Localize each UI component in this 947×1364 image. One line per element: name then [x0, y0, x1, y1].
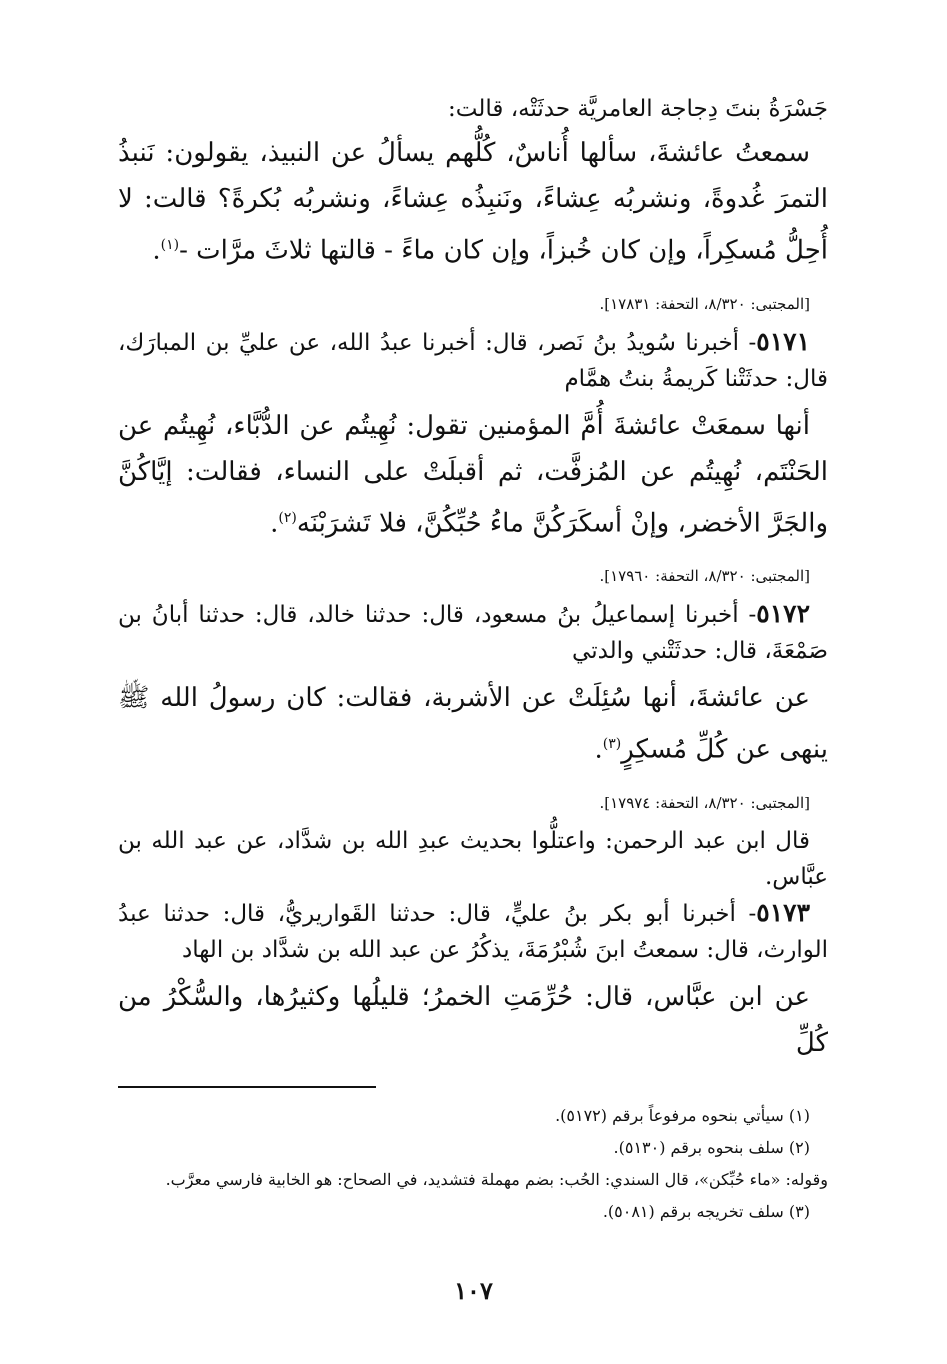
hadith-5173-text: عن ابن عبَّاس، قال: حُرِّمَتِ الخمرُ؛ قليلُها وكثيرُها، والسُّكْرُ من كُلِّ	[118, 981, 828, 1058]
footnote-1: (١) سيأتي بنحوه مرفوعاً برقم (٥١٧٢).	[555, 1105, 810, 1125]
hadith-5172-isnad	[118, 596, 828, 669]
hadith-5172-chain: - أخبرنا إسماعيلُ بنُ مسعود، قال: حدثنا خالد، قال: حدثنا أبانُ بن صَمْعَةَ، قال: حدثَتْني والدتي	[118, 602, 828, 665]
top-line: جَسْرَةُ بنتَ دِجاجة العامريَّة حدثَتْه، قالت:	[448, 96, 828, 122]
footnotes	[118, 1100, 828, 1228]
hadith-5171-chain: - أخبرنا سُويدُ بنُ نَصر، قال: أخبرنا عبدُ الله، عن عليِّ بن المبارَك، قال: حدثَتْنا كَريمةُ بنتُ همَّام	[118, 329, 828, 392]
hadith-5171-body: أنها سمعَتْ عائشةَ أُمَّ المؤمنين تقول: نُهِيتُم عن الدُّبَّاء، نُهِيتُم عن الحَنْتَم، نُهِيتُم عن المُزفَّت، ثم أقبلَتْ على النساء، فقالت: إيَّاكُنَّ والجَرَّ الأخضر، وإنْ أسكَرَكُنَّ ماءُ حُبِّكُنَّ، فلا تَشرَبْنَه	[118, 410, 828, 539]
hadith-5171-isnad	[118, 324, 828, 397]
hadith-5173-isnad	[118, 895, 828, 968]
reference-5171: [المجتبى: ٨/٣٢٠، التحفة: ١٧٩٦٠].	[599, 567, 810, 586]
footnote-3: (٣) سلف تخريجه برقم (٥٠٨١).	[602, 1201, 810, 1221]
hadith-5171-text: أنها سمعَتْ عائشةَ أُمَّ المؤمنين تقول: نُهِيتُم عن الدُّبَّاء، نُهِيتُم عن الحَنْتَم، نُهِيتُم عن المُزفَّت، ثم أقبلَتْ على النساء، فقالت: إيَّاكُنَّ والجَرَّ الأخضر، وإنْ أسكَرَكُنَّ ماءُ حُبِّكُنَّ، فلا تَشرَبْنَه$^{(٢)}$.	[118, 410, 828, 539]
hadith-number-5173: ٥١٧٣	[756, 897, 810, 927]
footnote-marker-2: (٢)	[278, 509, 297, 526]
footnote-separator	[118, 1086, 376, 1088]
page-body	[118, 92, 828, 1228]
footnote-marker-3: (٣)	[602, 736, 622, 753]
reference-5172: [المجتبى: ٨/٣٢٠، التحفة: ١٧٩٧٤].	[599, 793, 810, 812]
page-number: ١٠٧	[454, 1276, 493, 1305]
hadith-5170-text: سمعتُ عائشةَ، سألها أُناسٌ، كُلُّهم يسألُ عن النبيذ، يقولون: نَنبذُ التمرَ غُدوةً، ونشربُه عِشاءً، ونَنبِذُه عِشاءً، ونشربُه بُكرةً؟ قالت: لا أُحِلُّ مُسكِراً، وإن كان خُبزاً، وإن كان ماءً - قالتها ثلاثَ مرَّات -$^{(١)}$.	[118, 138, 828, 266]
author-comment: قال ابن عبد الرحمن: واعتلُّوا بحديث عبدِ الله بن شدَّاد، عن عبد الله بن عبَّاس.	[118, 827, 828, 890]
reference-5170: [المجتبى: ٨/٣٢٠، التحفة: ١٧٨٣١].	[599, 294, 810, 313]
footnote-2: (٢) سلف بنحوه برقم (٥١٣٠).	[613, 1137, 810, 1157]
hadith-number-5171: ٥١٧١	[756, 326, 810, 356]
hadith-5172-body: عن عائشةَ، أنها سُئِلَتْ عن الأشربة، فقالت: كان رسولُ الله ﷺ ينهى عن كُلِّ مُسكِرٍ	[118, 683, 828, 765]
hadith-number-5172: ٥١٧٢	[756, 599, 810, 629]
footnote-marker-1: (١)	[160, 237, 180, 253]
hadith-5173-chain: - أخبرنا أبو بكر بنُ عليٍّ، قال: حدثنا القَواريريُّ، قال: حدثنا عبدُ الوارث، قال: سمعتُ ابنَ شُبْرُمَةَ، يذكُرُ عن عبد الله بن شدَّاد بن الهاد	[118, 900, 828, 963]
hadith-5170-body: سمعتُ عائشةَ، سألها أُناسٌ، كُلُّهم يسألُ عن النبيذ، يقولون: نَنبذُ التمرَ غُدوةً، ونشربُه عِشاءً، ونَنبِذُه عِشاءً، ونشربُه بُكرةً؟ قالت: لا أُحِلُّ مُسكِراً، وإن كان خُبزاً، وإن كان ماءً - قالتها ثلاثَ مرَّات -	[118, 138, 828, 266]
footnote-2-continuation: وقوله: «ماء حُبِّكن»، قال السندي: الحُب: بضم مهملة فتشديد، في الصحاح: هو الخابية فارسي معرَّب.	[165, 1169, 828, 1189]
hadith-5172-text: عن عائشةَ، أنها سُئِلَتْ عن الأشربة، فقالت: كان رسولُ الله ﷺ ينهى عن كُلِّ مُسكِرٍ$^{(٣)}$.	[118, 683, 828, 765]
